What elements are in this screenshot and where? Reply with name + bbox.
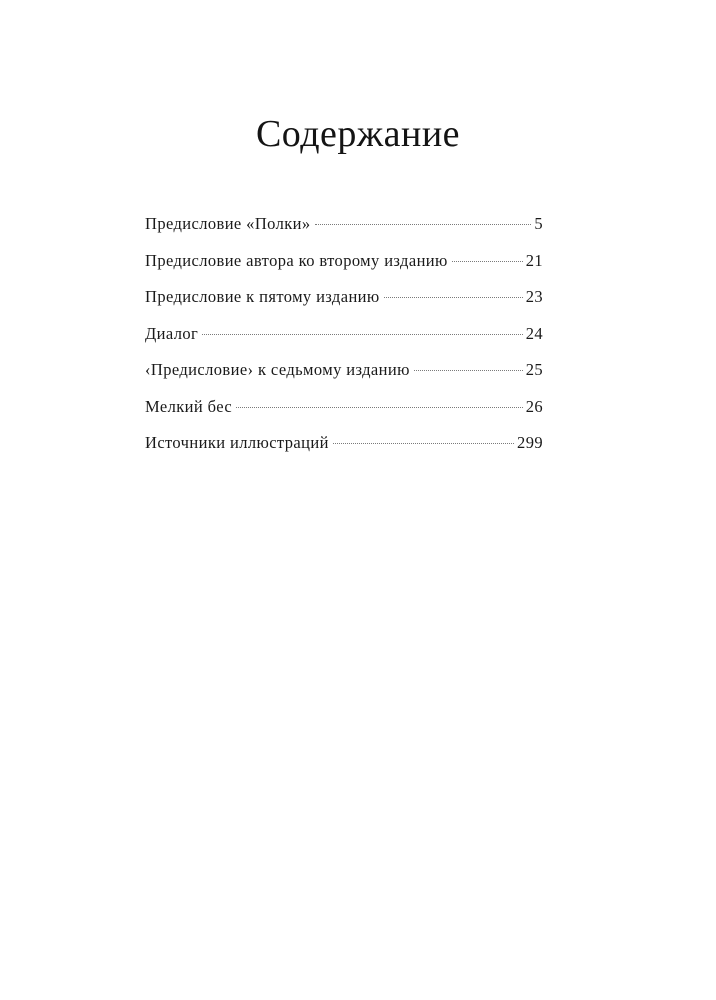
dot-leader (333, 443, 514, 444)
toc-entry[interactable] (145, 397, 543, 434)
dot-leader (236, 407, 523, 408)
toc-page-number: 21 (525, 250, 543, 270)
toc-page-number: 26 (525, 396, 543, 416)
toc-entry-title: ‹Предисловие› к седьмому изданию (145, 360, 410, 379)
toc-entry-title: Предисловие «Полки» (145, 214, 311, 233)
toc-page-number: 299 (517, 433, 543, 452)
dot-leader (414, 370, 523, 371)
toc-entry[interactable] (145, 324, 543, 361)
toc-entry-title: Источники иллюстраций (145, 433, 329, 452)
toc-page-number: 5 (534, 214, 543, 233)
toc-entry[interactable] (145, 287, 543, 324)
toc-page-number: 25 (525, 360, 543, 379)
toc-entry[interactable] (145, 360, 543, 397)
dot-leader (452, 261, 523, 262)
dot-leader (202, 334, 522, 335)
toc-page-number: 23 (525, 287, 543, 306)
toc-entry-title: Предисловие к пятому изданию (145, 287, 380, 306)
toc-entry-title: Мелкий бес (145, 396, 233, 416)
toc-entry[interactable] (145, 251, 543, 288)
dot-leader (384, 297, 523, 298)
toc-entry[interactable] (145, 433, 543, 470)
toc-page-number: 24 (525, 323, 543, 343)
table-of-contents (145, 214, 543, 470)
toc-entry[interactable] (145, 214, 543, 251)
dot-leader (315, 224, 532, 225)
toc-entry-title: Предисловие автора ко второму изданию (145, 250, 448, 270)
toc-entry-title: Диалог (145, 323, 199, 343)
page-title: Содержание (255, 113, 461, 155)
